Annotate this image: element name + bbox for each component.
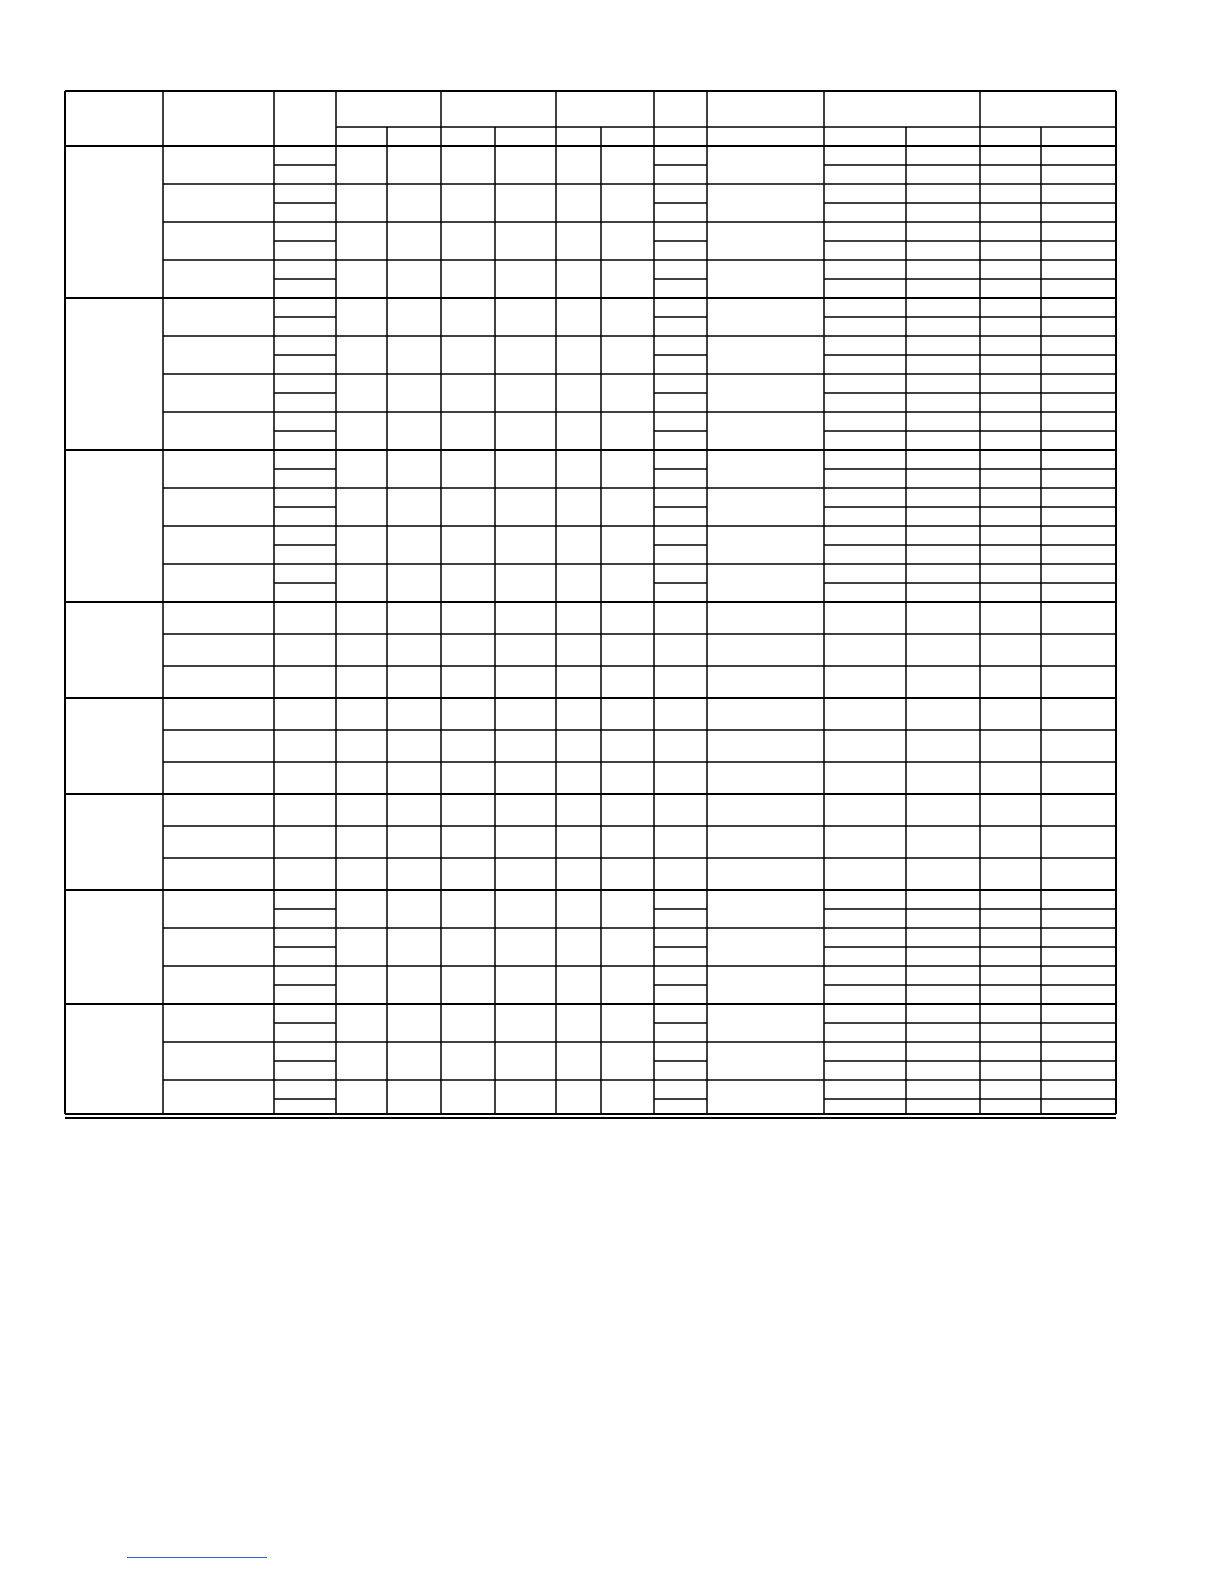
footnote-separator-line xyxy=(127,1557,267,1558)
